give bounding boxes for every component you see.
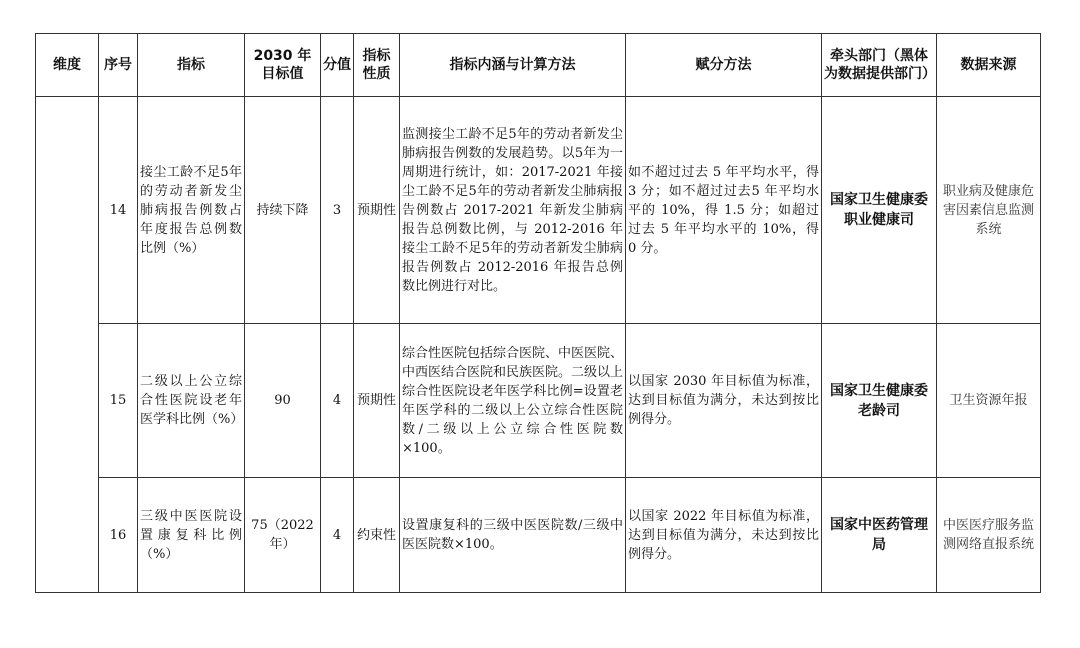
dimension-cell: [36, 97, 99, 593]
table-row: [36, 324, 1041, 478]
row-data-source: 卫生资源年报: [937, 324, 1041, 478]
row-scoring: 以国家 2030 年目标值为标准，达到目标值为满分，未达到按比例得分。: [626, 324, 822, 478]
table-row: [36, 478, 1041, 593]
row-score: 4: [321, 324, 354, 478]
header-dimension: 维度: [36, 34, 99, 97]
row-indicator: 接尘工龄不足5年的劳动者新发尘肺病报告例数占年度报告总例数比例（%）: [138, 97, 245, 324]
header-score: 分值: [321, 34, 354, 97]
row-seq: 14: [99, 97, 138, 324]
row-nature: 预期性: [354, 97, 400, 324]
row-definition: 综合性医院包括综合医院、中医医院、中西医结合医院和民族医院。二级以上综合性医院设老年医学科比例=设置老年医学科的二级以上公立综合性医院数/二级以上公立综合性医院数×100。: [400, 324, 626, 478]
header-lead-dept: 牵头部门（黑体为数据提供部门）: [822, 34, 937, 97]
row-data-source: 中医医疗服务监测网络直报系统: [937, 478, 1041, 593]
row-score: 4: [321, 478, 354, 593]
row-target: 持续下降: [245, 97, 321, 324]
indicator-table: [35, 33, 1041, 593]
row-lead-dept: 国家卫生健康委职业健康司: [822, 97, 937, 324]
header-row: [36, 34, 1041, 97]
row-nature: 约束性: [354, 478, 400, 593]
row-lead-dept: 国家中医药管理局: [822, 478, 937, 593]
header-seq: 序号: [99, 34, 138, 97]
header-scoring: 赋分方法: [626, 34, 822, 97]
header-indicator: 指标: [138, 34, 245, 97]
row-indicator: 三级中医医院设置康复科比例（%）: [138, 478, 245, 593]
row-scoring: 如不超过过去 5 年平均水平，得 3 分；如不超过过去5 年平均水平的 10%，得 1.5 分；如超过过去 5 年平均水平的 10%，得 0 分。: [626, 97, 822, 324]
header-nature: 指标性质: [354, 34, 400, 97]
row-score: 3: [321, 97, 354, 324]
header-definition: 指标内涵与计算方法: [400, 34, 626, 97]
row-definition: 监测接尘工龄不足5年的劳动者新发尘肺病报告例数的发展趋势。以5年为一周期进行统计，如：2017-2021 年接尘工龄不足5年的劳动者新发尘肺病报告例数占 2017-2021 年新发尘肺病报告总例数比例，与 2012-2016 年接尘工龄不足5年的劳动者新发尘肺病报告例数占 2012-2016 年报告总例数比例进行对比。: [400, 97, 626, 324]
row-data-source: 职业病及健康危害因素信息监测系统: [937, 97, 1041, 324]
row-target: 75（2022 年）: [245, 478, 321, 593]
row-target: 90: [245, 324, 321, 478]
table-row: [36, 97, 1041, 324]
row-seq: 15: [99, 324, 138, 478]
header-data-source: 数据来源: [937, 34, 1041, 97]
row-nature: 预期性: [354, 324, 400, 478]
row-scoring: 以国家 2022 年目标值为标准，达到目标值为满分，未达到按比例得分。: [626, 478, 822, 593]
header-target-2030: 2030 年目标值: [245, 34, 321, 97]
row-seq: 16: [99, 478, 138, 593]
row-lead-dept: 国家卫生健康委老龄司: [822, 324, 937, 478]
row-indicator: 二级以上公立综合性医院设老年医学科比例（%）: [138, 324, 245, 478]
row-definition: 设置康复科的三级中医医院数/三级中医医院数×100。: [400, 478, 626, 593]
